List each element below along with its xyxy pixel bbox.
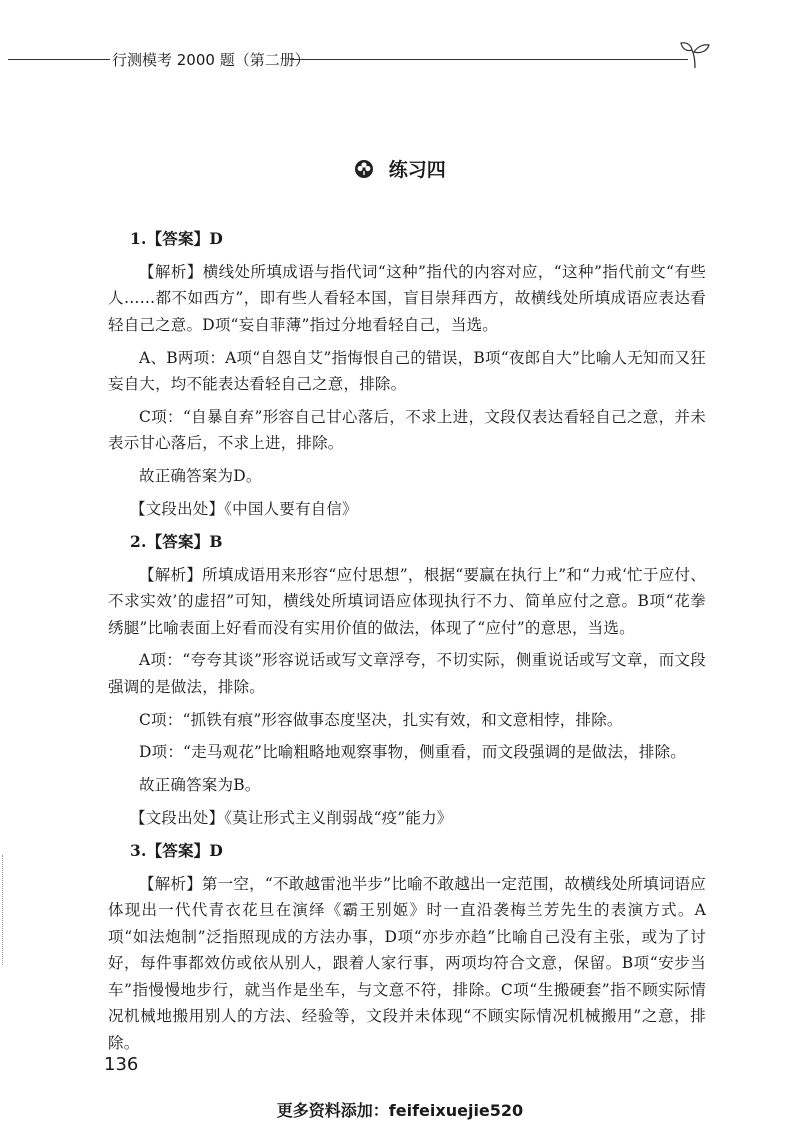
footer-note: 更多资料添加：feifeixuejie520 (276, 1101, 524, 1120)
analysis-paragraph: C项：“抓铁有痕”形容做事态度坚决，扎实有效，和文意相悖，排除。 (139, 710, 623, 729)
section-heading (0, 155, 800, 182)
answer-line: 1.【答案】D (130, 229, 224, 248)
source-line: 【文段出处】《莫让形式主义削弱战“疫”能力》 (130, 809, 453, 828)
sprout-icon (678, 38, 712, 72)
scan-edge-marks (2, 855, 7, 965)
conclusion-line: 故正确答案为D。 (139, 467, 262, 486)
header-rule-left (8, 59, 110, 60)
analysis-paragraph: A、B两项：A项“自怨自艾”指悔恨自己的错误，B项“夜郎自大”比喻人无知而又狂妄自大，均不能表达看轻自己之意，排除。 (108, 348, 706, 394)
analysis-paragraph: 【解析】第一空，“不敢越雷池半步”比喻不敢越出一定范围，故横线处所填词语应体现出一代代青衣花旦在演绎《霸王别姬》时一直沿袭梅兰芳先生的表演方式。A项“如法炮制”泛指照现成的方法办事，D项“亦步亦趋”比喻自己没有主张，或为了讨好，每件事都效仿或依从别人，跟着人家行事，两项均符合文意，保留。B项“安步当车”指慢慢地步行，就当作是坐车，与文意不符，排除。C项“生搬硬套”指不顾实际情况机械地搬用别人的方法、经验等，文段并未体现“不顾实际情况机械搬用”之意，排除。 (108, 874, 706, 1052)
header-rule-right (290, 59, 688, 60)
source-line: 【文段出处】《中国人要有自信》 (130, 499, 358, 518)
analysis-paragraph: 【解析】横线处所填成语与指代词“这种”指代的内容对应，“这种”指代前文“有些人……都不如西方”，即有些人看轻本国，盲目崇拜西方，故横线处所填成语应表达看轻自己之意。D项“妄自菲薄”指过分地看轻自己，当选。 (108, 262, 706, 334)
analysis-paragraph: C项：“自暴自弃”形容自己甘心落后，不求上进，文段仅表达看轻自己之意，并未表示甘心落后，不求上进，排除。 (108, 407, 706, 453)
analysis-paragraph: 【解析】所填成语用来形容“应付思想”，根据“要赢在执行上”和“力戒‘忙于应付、不求实效’的虚招”可知，横线处所填词语应体现执行不力、简单应付之意。B项“花拳绣腿”比喻表面上好看而没有实用价值的做法，体现了“应付”的意思，当选。 (108, 565, 706, 637)
section-title: 练习四 (388, 159, 446, 181)
header-title: 行测模考 2000 题（第二册） (112, 51, 310, 69)
answer-line: 3.【答案】D (130, 840, 224, 860)
page-number: 136 (104, 1054, 139, 1075)
answer-content (108, 226, 706, 1062)
analysis-paragraph: A项：“夸夸其谈”形容说话或写文章浮夸，不切实际，侧重说话或写文章，而文段强调的是做法，排除。 (108, 651, 706, 696)
conclusion-line: 故正确答案为B。 (139, 776, 261, 795)
running-header (0, 48, 800, 72)
analysis-paragraph: D项：“走马观花”比喻粗略地观察事物，侧重看，而文段强调的是做法，排除。 (139, 743, 686, 762)
answer-line: 2.【答案】B (130, 531, 223, 551)
flower-icon (354, 159, 374, 179)
